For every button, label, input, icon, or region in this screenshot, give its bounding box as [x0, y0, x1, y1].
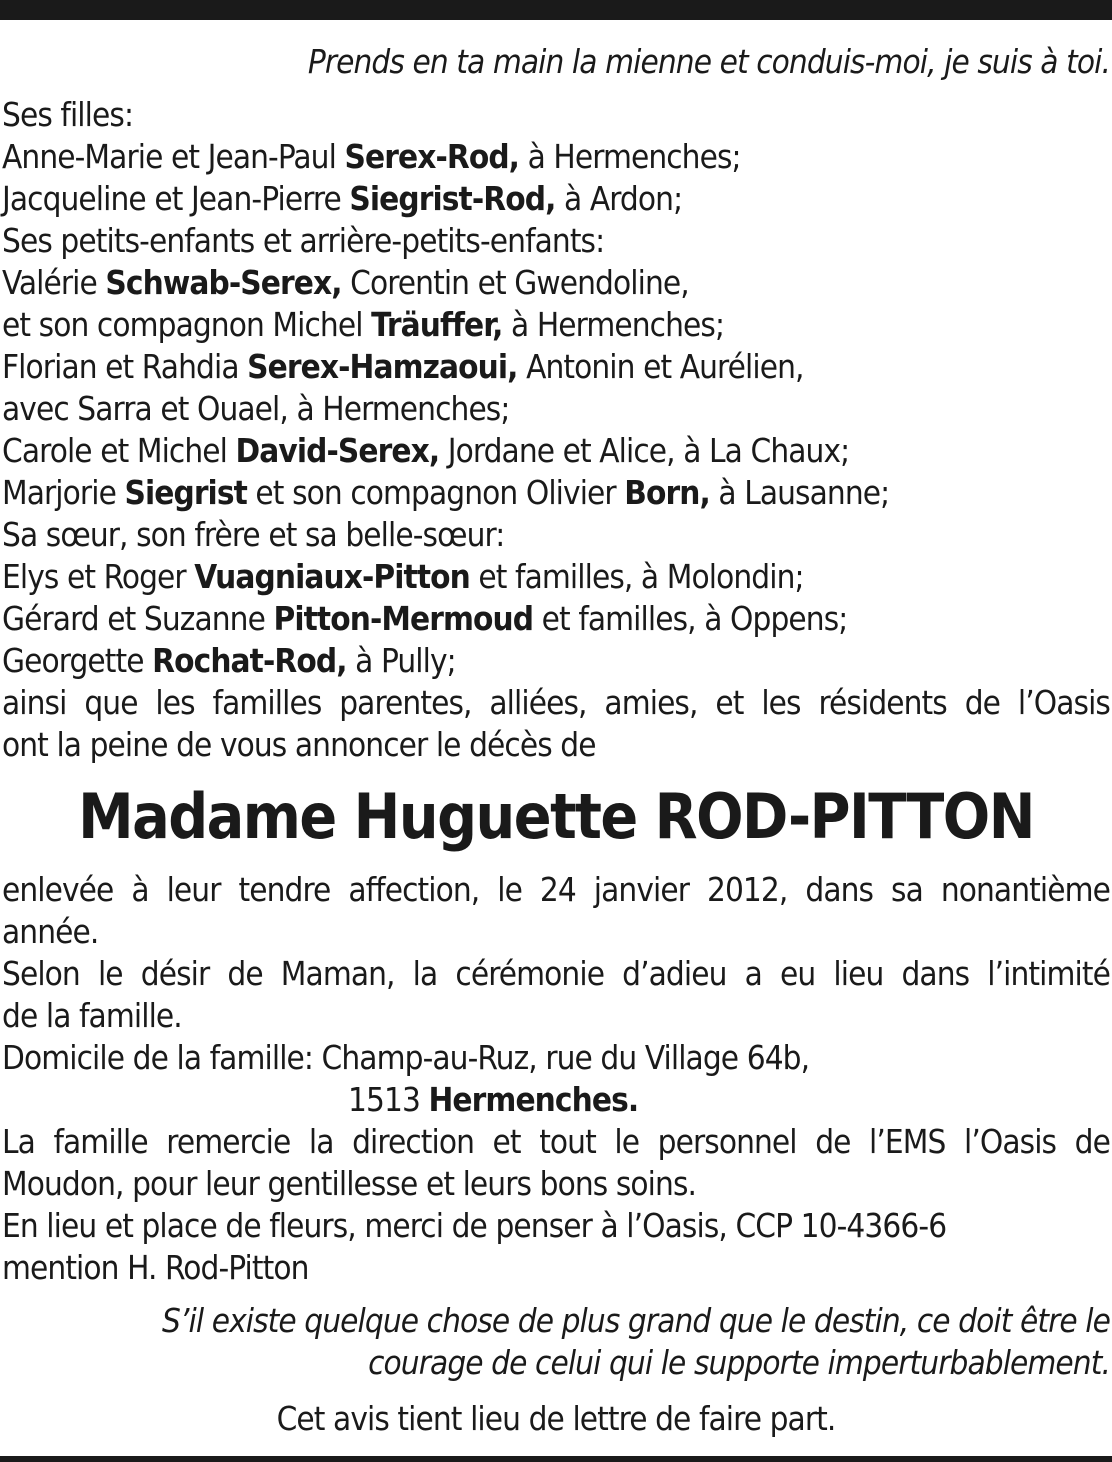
footer-notice: Cet avis tient lieu de lettre de faire part. [276, 1399, 836, 1438]
family-name: Serex-Hamzaoui, [247, 347, 518, 386]
quote-line-1: S’il existe quelque chose de plus grand que le destin, ce doit être le [162, 1301, 1110, 1340]
family-line-g3: Florian et Rahdia Serex-Hamzaoui, Antonin et Aurélien, [2, 347, 804, 386]
domicile-line-2: 1513 Hermenches. [348, 1080, 639, 1119]
deceased-name: Madame Huguette ROD-PITTON [78, 780, 1034, 853]
ceremony-line-2: de la famille. [2, 996, 182, 1035]
daughters-heading: Ses filles: [2, 95, 134, 134]
domicile-place: Hermenches. [428, 1080, 639, 1119]
closing-line-2: ont la peine de vous annoncer le décès de [2, 725, 596, 764]
family-name: Born, [624, 473, 710, 512]
family-name: Serex-Rod, [344, 137, 520, 176]
family-line-g5: Carole et Michel David-Serex, Jordane et Alice, à La Chaux; [2, 431, 850, 470]
family-line-s2: Gérard et Suzanne Pitton-Mermoud et familles, à Oppens; [2, 599, 848, 638]
family-line-g4: avec Sarra et Ouael, à Hermenches; [2, 389, 510, 428]
family-name: Pitton-Mermoud [273, 599, 534, 638]
thanks-line-2: Moudon, pour leur gentillesse et leurs bons soins. [2, 1164, 697, 1203]
thanks-line-1: La famille remercie la direction et tout le personnel de l’EMS l’Oasis de [2, 1122, 1110, 1161]
family-name: Schwab-Serex, [105, 263, 342, 302]
family-name: Rochat-Rod, [152, 641, 347, 680]
quote-line-2: courage de celui qui le supporte imperturbablement. [368, 1343, 1110, 1382]
grandchildren-heading: Ses petits-enfants et arrière-petits-enfants: [2, 221, 605, 260]
top-rule [0, 0, 1112, 20]
flowers-line-1: En lieu et place de fleurs, merci de penser à l’Oasis, CCP 10-4366-6 [2, 1206, 947, 1245]
ceremony-line-1: Selon le désir de Maman, la cérémonie d’adieu a eu lieu dans l’intimité [2, 954, 1110, 993]
flowers-line-2: mention H. Rod-Pitton [2, 1248, 309, 1287]
family-line-d2: Jacqueline et Jean-Pierre Siegrist-Rod, à Ardon; [2, 179, 683, 218]
family-line-g6: Marjorie Siegrist et son compagnon Olivier Born, à Lausanne; [2, 473, 890, 512]
family-name: Siegrist-Rod, [349, 179, 556, 218]
closing-line-1: ainsi que les familles parentes, alliées, amies, et les résidents de l’Oasis [2, 683, 1110, 722]
death-line-1: enlevée à leur tendre affection, le 24 janvier 2012, dans sa nonantième [2, 870, 1110, 909]
family-name: David-Serex, [235, 431, 440, 470]
family-name: Siegrist [124, 473, 247, 512]
family-line-d1: Anne-Marie et Jean-Paul Serex-Rod, à Hermenches; [2, 137, 741, 176]
family-line-s3: Georgette Rochat-Rod, à Pully; [2, 641, 456, 680]
family-line-s1: Elys et Roger Vuagniaux-Pitton et familles, à Molondin; [2, 557, 804, 596]
family-line-g2: et son compagnon Michel Träuffer, à Hermenches; [2, 305, 725, 344]
epigraph: Prends en ta main la mienne et conduis-moi, je suis à toi. [307, 42, 1110, 81]
family-name: Vuagniaux-Pitton [194, 557, 470, 596]
family-line-g1: Valérie Schwab-Serex, Corentin et Gwendoline, [2, 263, 689, 302]
family-name: Träuffer, [371, 305, 503, 344]
domicile-line-1: Domicile de la famille: Champ-au-Ruz, rue du Village 64b, [2, 1038, 810, 1077]
siblings-heading: Sa sœur, son frère et sa belle-sœur: [2, 515, 505, 554]
death-line-2: année. [2, 912, 99, 951]
bottom-rule [0, 1456, 1112, 1462]
